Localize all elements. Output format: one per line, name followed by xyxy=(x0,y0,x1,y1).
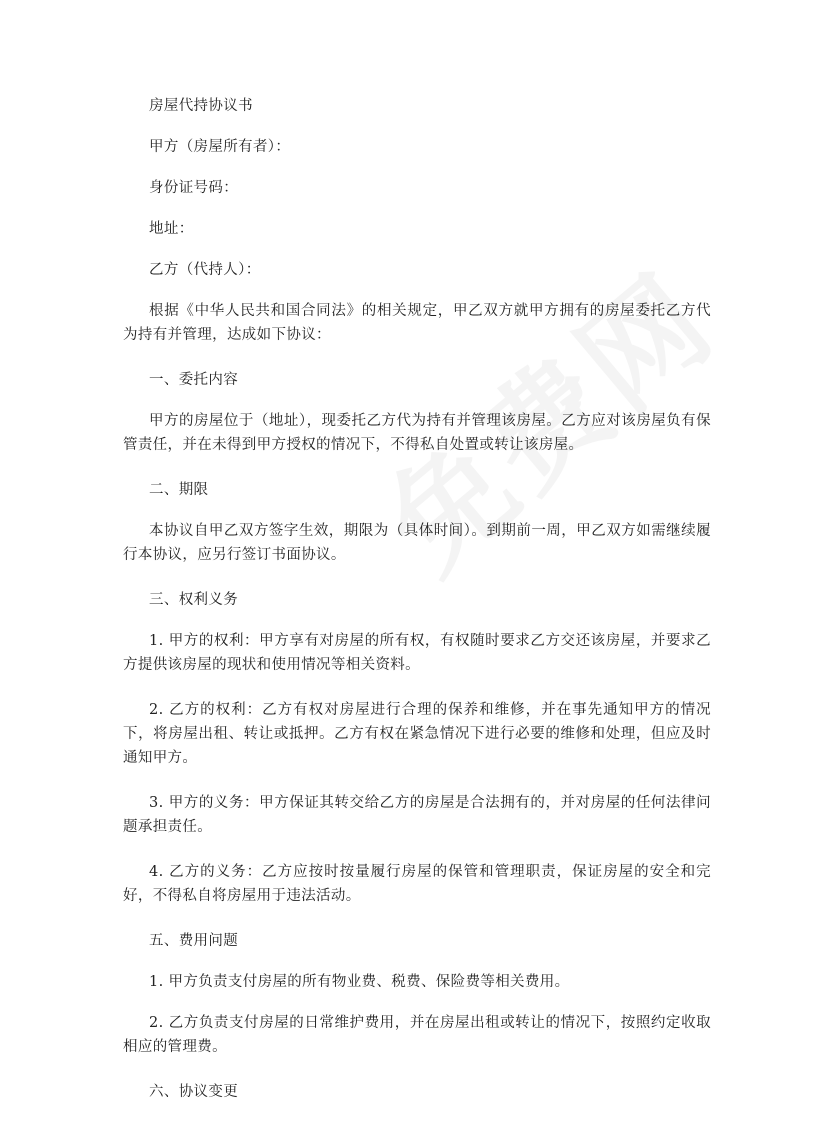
party-a-line: 甲方（房屋所有者）： xyxy=(149,139,291,155)
rights-item-3: 3. 甲方的义务：甲方保证其转交给乙方的房屋是合法拥有的，并对房屋的任何法律问题承担责任。 xyxy=(123,795,711,835)
document-title: 房屋代持协议书 xyxy=(149,98,253,114)
rights-item-1: 1. 甲方的权利：甲方享有对房屋的所有权，有权随时要求乙方交还该房屋，并要求乙方提供该房屋的现状和使用情况等相关资料。 xyxy=(123,633,711,673)
party-b-line: 乙方（代持人）： xyxy=(149,262,261,278)
document-body xyxy=(123,94,711,1121)
rights-item-2: 2. 乙方的权利：乙方有权对房屋进行合理的保养和维修，并在事先通知甲方的情况下，将房屋出租、转让或抵押。乙方有权在紧急情况下进行必要的维修和处理，但应及时通知甲方。 xyxy=(123,702,711,766)
entrustment-paragraph: 甲方的房屋位于（地址），现委托乙方代为持有并管理该房屋。乙方应对该房屋负有保管责任，并在未得到甲方授权的情况下，不得私自处置或转让该房屋。 xyxy=(123,413,711,453)
fees-item-2: 2. 乙方负责支付房屋的日常维护费用，并在房屋出租或转让的情况下，按照约定收取相应的管理费。 xyxy=(123,1015,711,1055)
section-heading-rights: 三、权利义务 xyxy=(149,592,239,608)
id-number-line: 身份证号码： xyxy=(149,180,239,196)
section-heading-term: 二、期限 xyxy=(149,482,209,498)
term-paragraph: 本协议自甲乙双方签字生效，期限为（具体时间）。到期前一周，甲乙双方如需继续履行本协议，应另行签订书面协议。 xyxy=(123,523,711,563)
rights-item-4: 4. 乙方的义务：乙方应按时按量履行房屋的保管和管理职责，保证房屋的安全和完好，不得私自将房屋用于违法活动。 xyxy=(123,864,711,904)
preamble-paragraph: 根据《中华人民共和国合同法》的相关规定，甲乙双方就甲方拥有的房屋委托乙方代为持有并管理，达成如下协议： xyxy=(123,303,711,343)
section-heading-fees: 五、费用问题 xyxy=(149,933,239,949)
address-line: 地址： xyxy=(149,221,194,237)
section-heading-amendment: 六、协议变更 xyxy=(149,1084,239,1100)
section-heading-entrustment: 一、委托内容 xyxy=(149,372,239,388)
fees-item-1: 1. 甲方负责支付房屋的所有物业费、税费、保险费等相关费用。 xyxy=(149,974,570,990)
